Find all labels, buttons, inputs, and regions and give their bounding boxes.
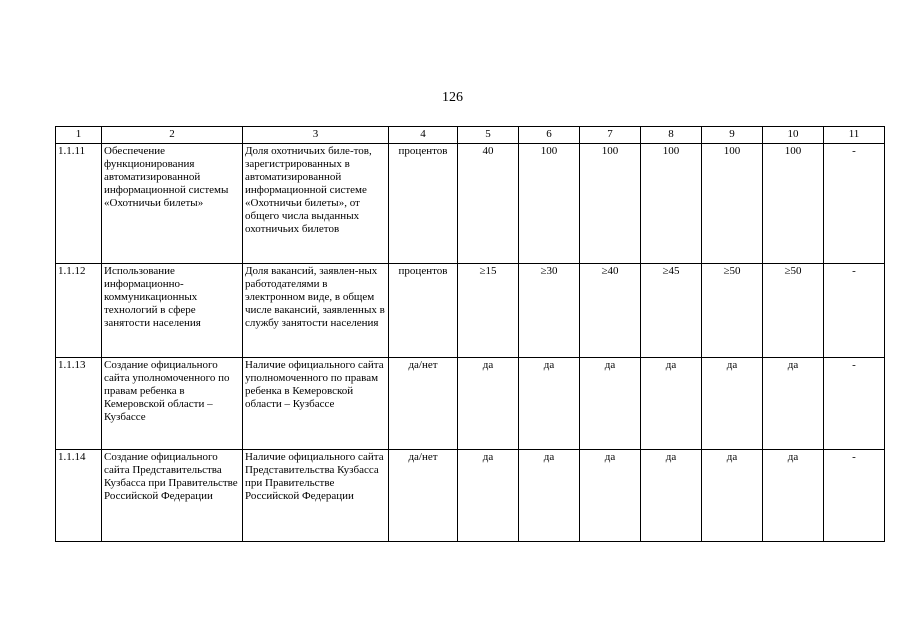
event-cell: Обеспечение функционирования автоматизированной информационной системы «Охотничьи билеты» bbox=[102, 144, 243, 264]
header-cell: 1 bbox=[56, 127, 102, 144]
table-row bbox=[56, 358, 885, 450]
value-cell: да bbox=[641, 450, 702, 542]
row-number: 1.1.11 bbox=[56, 144, 102, 264]
event-cell: Создание официального сайта Представительства Кузбасса при Правительстве Российской Федерации bbox=[102, 450, 243, 542]
value-cell: 100 bbox=[763, 144, 824, 264]
value-cell: да bbox=[580, 358, 641, 450]
value-cell: да bbox=[519, 358, 580, 450]
value-cell: да bbox=[702, 358, 763, 450]
value-cell: ≥45 bbox=[641, 264, 702, 358]
row-number: 1.1.13 bbox=[56, 358, 102, 450]
header-row bbox=[56, 127, 885, 144]
value-cell: 100 bbox=[580, 144, 641, 264]
header-cell: 7 bbox=[580, 127, 641, 144]
header-cell: 8 bbox=[641, 127, 702, 144]
header-cell: 10 bbox=[763, 127, 824, 144]
unit-cell: да/нет bbox=[389, 358, 458, 450]
value-cell: 40 bbox=[458, 144, 519, 264]
unit-cell: процентов bbox=[389, 264, 458, 358]
table-row bbox=[56, 144, 885, 264]
unit-cell: да/нет bbox=[389, 450, 458, 542]
value-cell: да bbox=[641, 358, 702, 450]
indicator-cell: Наличие официального сайта уполномоченного по правам ребенка в Кемеровской области – Кузбассе bbox=[243, 358, 389, 450]
event-cell: Создание официального сайта уполномоченного по правам ребенка в Кемеровской области – Кузбассе bbox=[102, 358, 243, 450]
header-cell: 4 bbox=[389, 127, 458, 144]
row-number: 1.1.14 bbox=[56, 450, 102, 542]
value-cell: да bbox=[763, 450, 824, 542]
value-cell: - bbox=[824, 358, 885, 450]
value-cell: 100 bbox=[519, 144, 580, 264]
header-cell: 3 bbox=[243, 127, 389, 144]
page-number: 126 bbox=[442, 90, 463, 105]
value-cell: 100 bbox=[702, 144, 763, 264]
event-cell: Использование информационно-коммуникационных технологий в сфере занятости населения bbox=[102, 264, 243, 358]
value-cell: да bbox=[458, 450, 519, 542]
value-cell: да bbox=[580, 450, 641, 542]
header-cell: 6 bbox=[519, 127, 580, 144]
indicator-cell: Наличие официального сайта Представительства Кузбасса при Правительстве Российской Федерации bbox=[243, 450, 389, 542]
header-cell: 2 bbox=[102, 127, 243, 144]
row-number: 1.1.12 bbox=[56, 264, 102, 358]
header-cell: 11 bbox=[824, 127, 885, 144]
header-cell: 9 bbox=[702, 127, 763, 144]
value-cell: - bbox=[824, 450, 885, 542]
value-cell: ≥50 bbox=[763, 264, 824, 358]
value-cell: ≥40 bbox=[580, 264, 641, 358]
table-row bbox=[56, 450, 885, 542]
value-cell: ≥50 bbox=[702, 264, 763, 358]
value-cell: 100 bbox=[641, 144, 702, 264]
header-cell: 5 bbox=[458, 127, 519, 144]
value-cell: да bbox=[458, 358, 519, 450]
indicator-cell: Доля вакансий, заявлен-ных работодателями в электронном виде, в общем числе вакансий, заявленных в службу занятости населения bbox=[243, 264, 389, 358]
value-cell: ≥15 bbox=[458, 264, 519, 358]
value-cell: - bbox=[824, 144, 885, 264]
value-cell: да bbox=[763, 358, 824, 450]
table-row bbox=[56, 264, 885, 358]
value-cell: да bbox=[702, 450, 763, 542]
value-cell: ≥30 bbox=[519, 264, 580, 358]
indicator-cell: Доля охотничьих биле-тов, зарегистрированных в автоматизированной информационной системе «Охотничьи билеты», от общего числа выданных охотничьих билетов bbox=[243, 144, 389, 264]
indicators-table bbox=[55, 126, 885, 542]
value-cell: - bbox=[824, 264, 885, 358]
value-cell: да bbox=[519, 450, 580, 542]
unit-cell: процентов bbox=[389, 144, 458, 264]
